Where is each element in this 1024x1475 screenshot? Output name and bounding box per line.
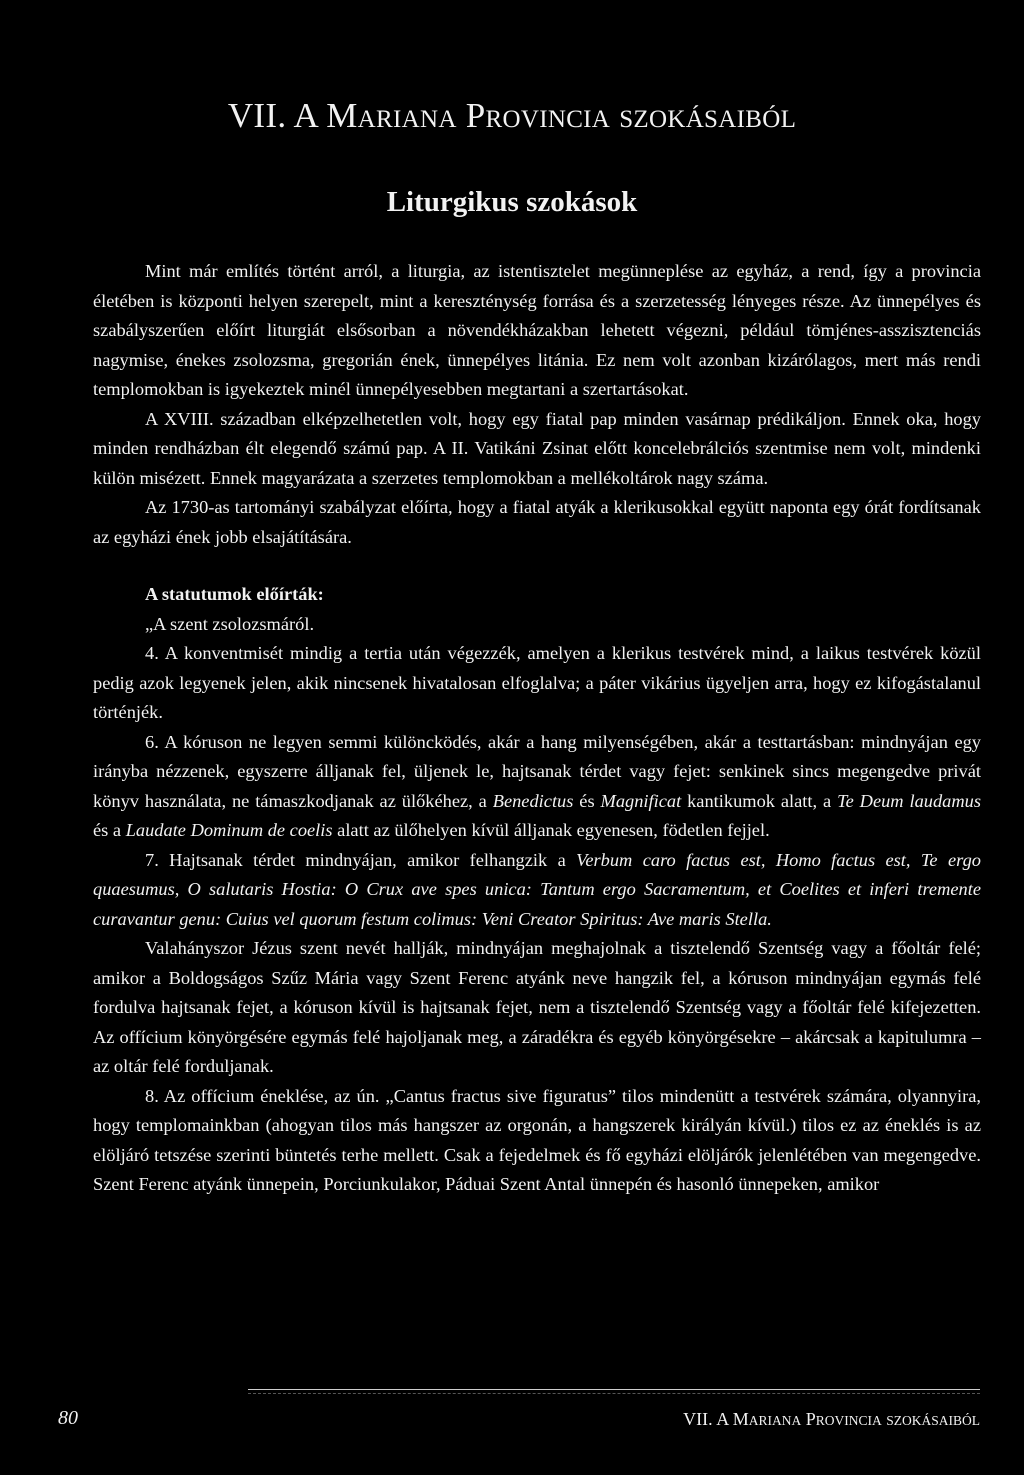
latin-term: Magnificat <box>600 790 682 811</box>
body-text <box>93 257 981 1200</box>
footer-rule <box>248 1389 980 1390</box>
running-footer: VII. A MARIANA PROVINCIA SZOKÁSAIBÓL <box>683 1409 980 1429</box>
paragraph: 8. Az offícium éneklése, az ún. „Cantus fractus sive figuratus” tilos mindenütt a testvérek számára, olyannyira, hogy templomainkban (ahogyan tilos más hangszer az orgonán, a hangszerek királyán kívül.) tilos ez az éneklés is az elöljáró tetszése szerinti büntetés terhe mellett. Csak a fejedelmek és fő egyházi elöljárók jelenlétében van megengedve. Szent Ferenc atyánk ünnepein, Porciunkulakor, Páduai Szent Antal ünnepén és hasonló ünnepeken, amikor <box>93 1085 981 1194</box>
chapter-title: VII. A MARIANA PROVINCIA SZOKÁSAIBÓL <box>227 96 797 135</box>
statutes-subheading: „A szent zsolozsmáról. <box>145 613 315 634</box>
paragraph: Mint már említés történt arról, a liturgia, az istentisztelet megünneplése az egyház, a rend, így a provincia életében is központi helyen szerepelt, mint a kereszténység forrása és a szerzetesség lényeges része. Az ünnepélyes és szabályszerűen előírt liturgiát elsősorban a növendékházakban lehetett végezni, például tömjénes-asszisztenciás nagymise, énekes zsolozsma, gregorián ének, ünnepélyes litánia. Ez nem volt azonban kizárólagos, mert más rendi templomokban is igyekeztek minél ünnepélyesebben megtartani a szertartásokat. <box>93 261 981 399</box>
statutes-heading: A statutumok előírták: <box>145 584 324 604</box>
paragraph: Valahányszor Jézus szent nevét hallják, mindnyájan meghajolnak a tisztelendő Szentség vagy a főoltár felé; amikor a Boldogságos Szűz Mária vagy Szent Ferenc atyánk neve hangzik fel, a kóruson mindnyájan egymás felé fordulva hajtsanak fejet, a kóruson kívül is hajtsanak fejet, nem a tisztelendő Szentség vagy a főoltár felé kifejezetten. Az offícium könyörgésére egymás felé hajoljanak meg, a záradékra és egyéb könyörgésekre – akárcsak a kapitulumra – az oltár felé forduljanak. <box>93 938 981 1076</box>
paragraph: 6. A kóruson ne legyen semmi különcködés, akár a hang milyenségében, akár a testtartásban: mindnyájan egy irányba nézzenek, egyszerre álljanak fel, üljenek le, hajtsanak térdet vagy fejet: senkinek sincs megengedve privát könyv használata, ne támaszkodjanak az ülőkéhez, a Benedictus és Magnificat kantikumok alatt, a Te Deum laudamus és a Laudate Dominum de coelis alatt az ülőhelyen kívül álljanak egyenesen, födetlen fejjel. <box>93 731 981 840</box>
paragraph: Az 1730-as tartományi szabályzat előírta, hogy a fiatal atyák a klerikusokkal együtt naponta egy órát fordítsanak az egyházi ének jobb elsajátítására. <box>93 497 981 547</box>
footer-rule-shadow <box>248 1393 980 1394</box>
latin-text: Verbum caro factus est, Homo factus est, Te ergo quaesumus, O salutaris Hostia: O Crux ave spes unica: Tantum ergo Sacramentum, et Coelites et inferi tremente curavantur genu: Cuius vel quorum festum colimus: Veni Creator Spiritus: Ave maris Stella. <box>93 849 982 929</box>
page-number: 80 <box>58 1407 78 1429</box>
latin-term: Laudate Dominum de coelis <box>125 820 333 840</box>
latin-term: Benedictus <box>492 790 574 811</box>
section-title: Liturgikus szokások <box>386 186 638 218</box>
latin-term: Te Deum laudamus <box>837 790 981 811</box>
paragraph: A XVIII. században elképzelhetetlen volt, hogy egy fiatal pap minden vasárnap prédikáljon. Ennek oka, hogy minden rendházban élt elegendő számú pap. A II. Vatikáni Zsinat előtt koncelebrálciós szentmise nem volt, mindenki külön misézett. Ennek magyarázata a szerzetes templomokban a mellékoltárok nagy száma. <box>93 408 981 488</box>
paragraph: 4. A konventmisét mindig a tertia után végezzék, amelyen a klerikus testvérek mind, a laikus testvérek közül pedig azok legyenek jelen, akik nincsenek hivatalosan elfoglalva; a páter vikárius ügyeljen arra, hogy ez kifogástalanul történjék. <box>93 643 981 722</box>
paragraph: 7. Hajtsanak térdet mindnyájan, amikor felhangzik a Verbum caro factus est, Homo factus est, Te ergo quaesumus, O salutaris Hostia: O Crux ave spes unica: Tantum ergo Sacramentum, et Coelites et inferi tremente curavantur genu: Cuius vel quorum festum colimus: Veni Creator Spiritus: Ave maris Stella. <box>93 849 982 929</box>
